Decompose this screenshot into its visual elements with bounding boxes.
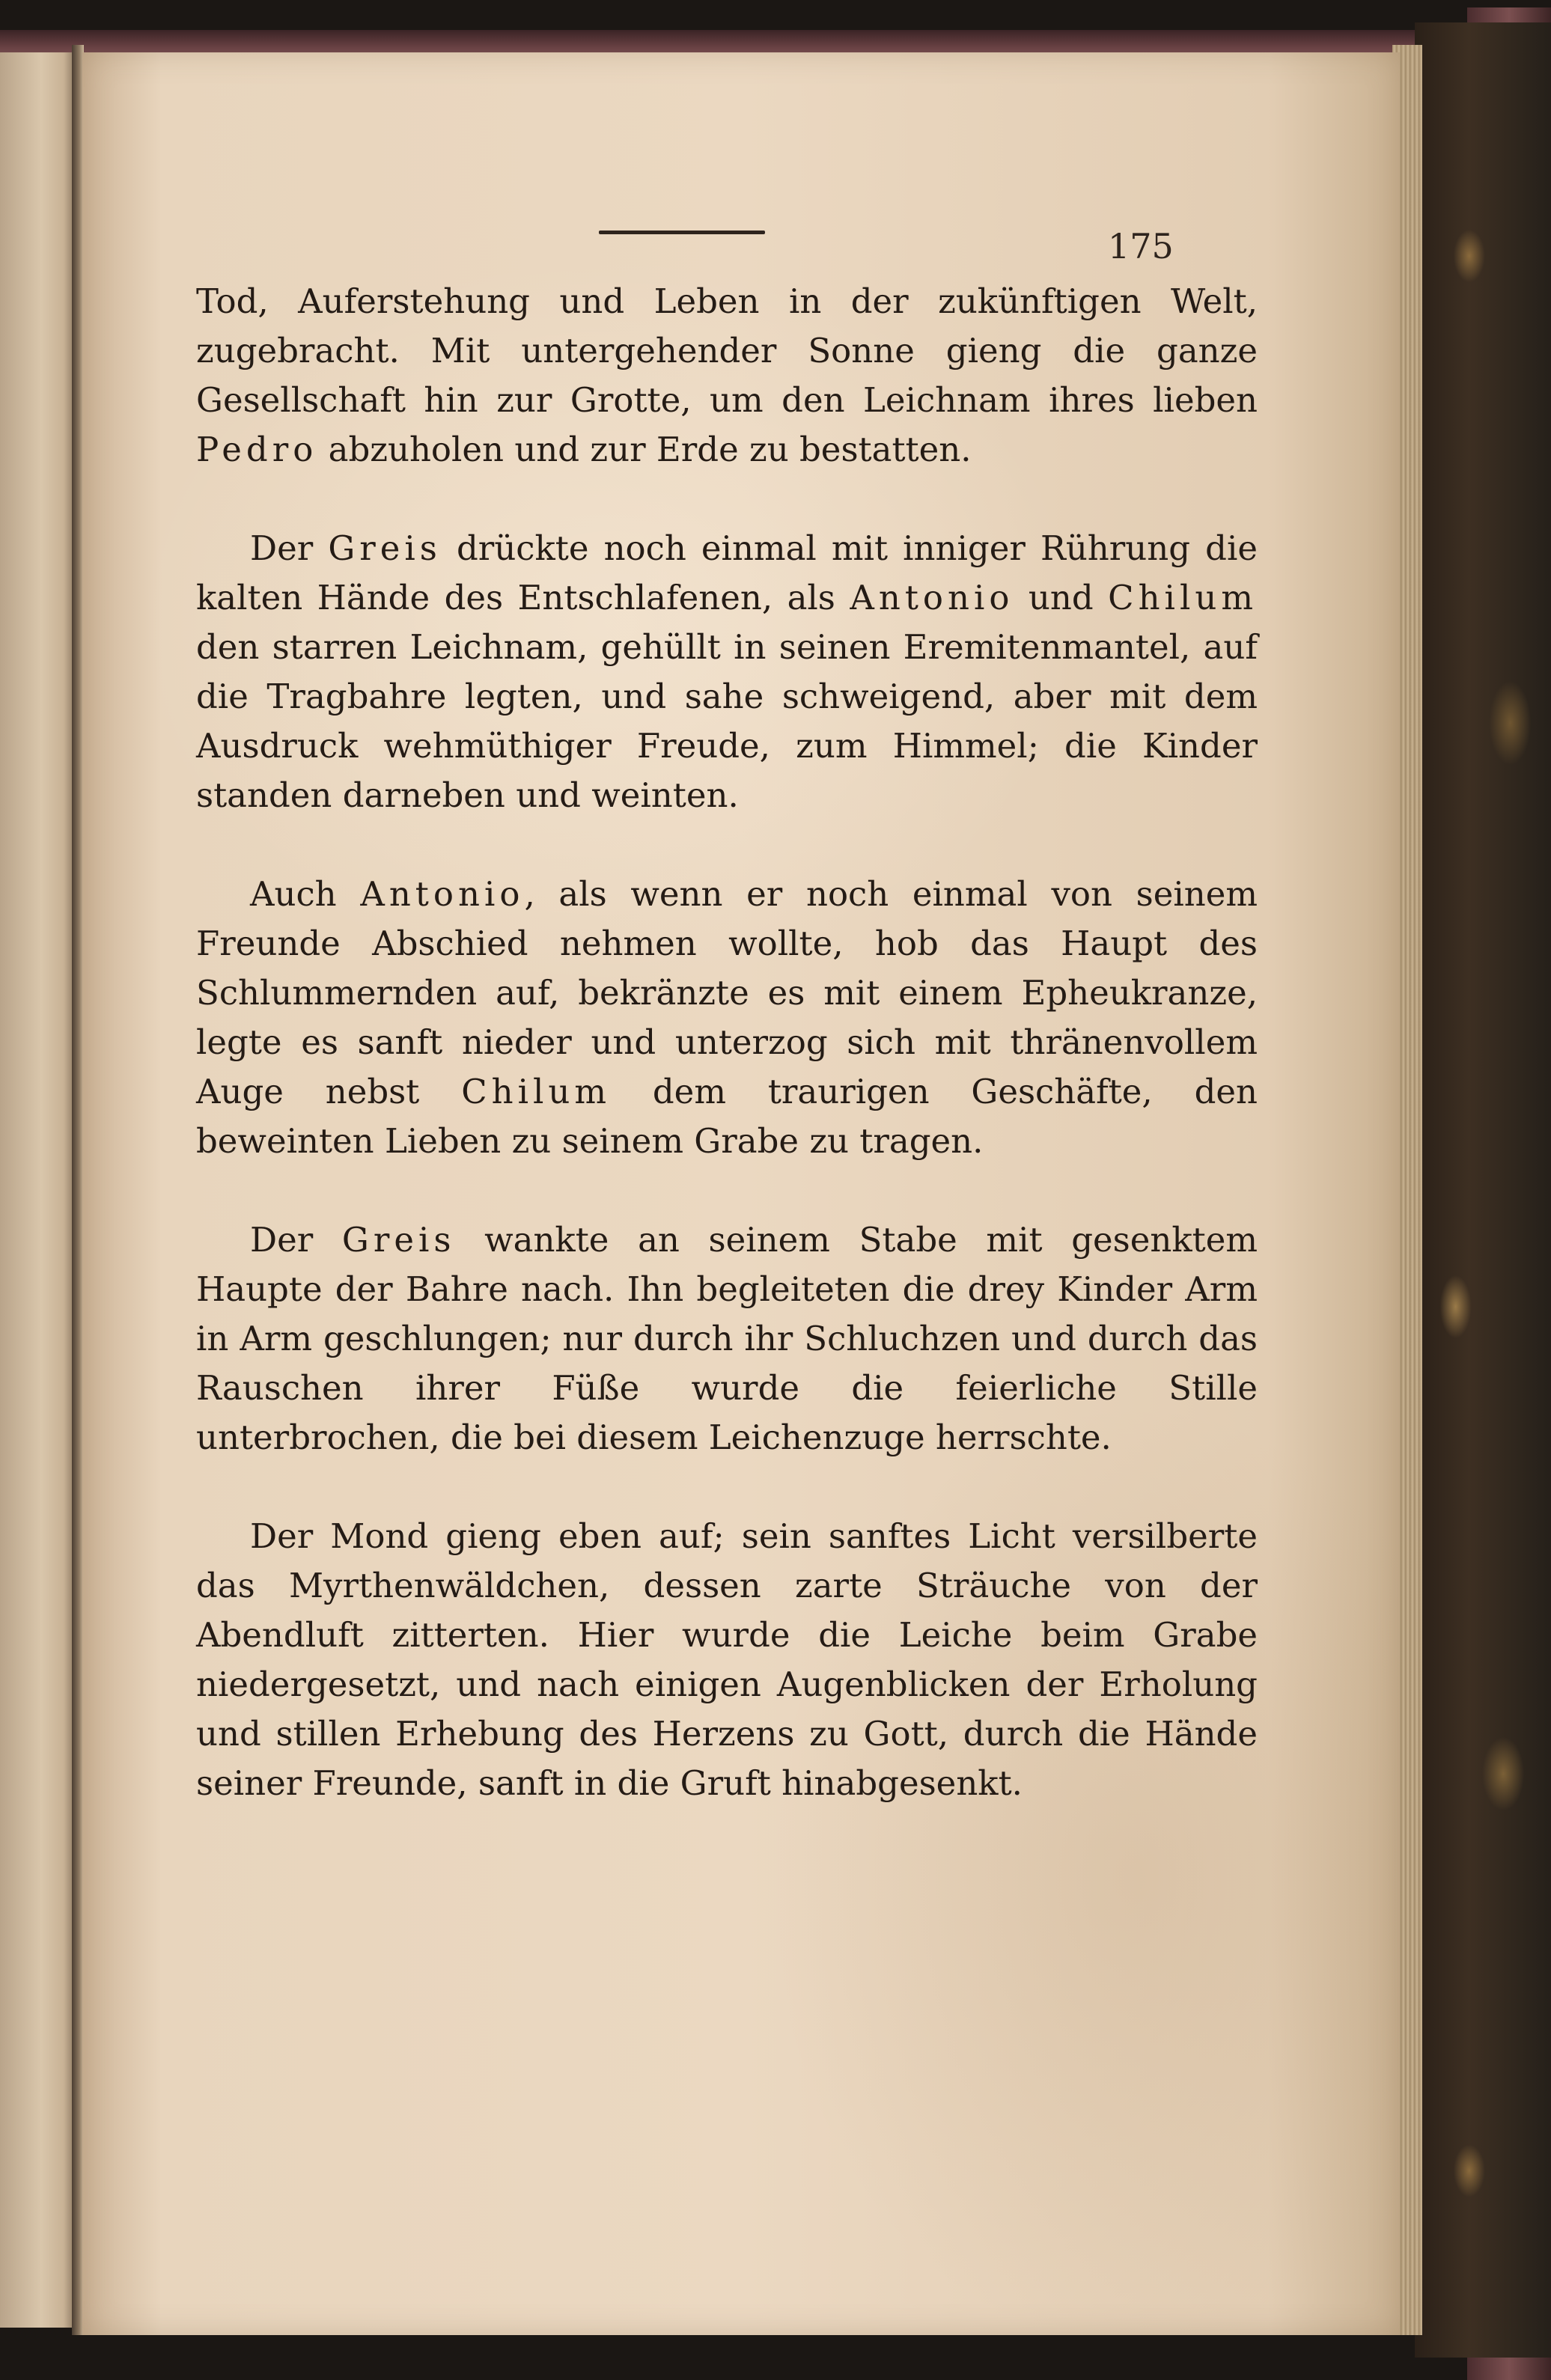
text-segment: den starren Leichnam, gehüllt in seinen Eremitenmantel, auf die Tragbahre legten, und sahe schweigend, aber mit dem Ausdruck wehmüthiger Freude, zum Himmel; die Kinder standen darneben und weinten.	[196, 627, 1258, 815]
marbled-cover	[1415, 22, 1551, 2358]
paragraph-5	[196, 1512, 1258, 1808]
text-segment: Auch	[250, 874, 361, 914]
text-segment: und	[1014, 578, 1109, 617]
name-greis: Greis	[328, 528, 442, 568]
text-segment: wankte an seinem Stabe mit gesenktem Haupte der Bahre nach. Ihn begleiteten die drey Kinder Arm in Arm geschlungen; nur durch ihr Schluchzen und durch das Rauschen ihrer Füße wurde die feierliche Stille unterbrochen, die bei diesem Leichenzuge herrschte.	[196, 1220, 1258, 1457]
name-greis: Greis	[341, 1220, 456, 1260]
paragraph-3	[196, 870, 1258, 1166]
page-text	[196, 277, 1258, 1808]
paragraph-2	[196, 524, 1258, 820]
text-segment: drückte noch einmal mit inniger Rührung die kalten Hände des Entschlafenen, als	[196, 528, 1258, 617]
text-segment: dem traurigen Geschäfte, den beweinten Lieben zu seinem Grabe zu tragen.	[196, 1072, 1258, 1161]
paragraph-4	[196, 1215, 1258, 1462]
text-segment: Der	[250, 1220, 342, 1260]
name-chilum: Chilum	[1108, 578, 1258, 617]
name-chilum: Chilum	[461, 1072, 612, 1111]
name-antonio: Antonio	[360, 874, 525, 914]
name-pedro: Pedro	[196, 430, 318, 469]
name-antonio: Antonio	[850, 578, 1014, 617]
page-number: 175	[1108, 226, 1174, 266]
book-page	[82, 52, 1400, 2335]
text-segment: Tod, Auferstehung und Leben in der zukünftigen Welt, zugebracht. Mit untergehender Sonne gieng die ganze Gesellschaft hin zur Grotte, um den Leichnam ihres lieben	[196, 281, 1258, 420]
text-segment: Der Mond gieng eben auf; sein sanftes Licht versilberte das Myrthenwäldchen, dessen zarte Sträuche von der Abendluft zitterten. Hier wurde die Leiche beim Grabe niedergesetzt, und nach einigen Augenblicken der Erholung und stillen Erhebung des Herzens zu Gott, durch die Hände seiner Freunde, sanft in die Gruft hinabgesenkt.	[196, 1516, 1258, 1803]
text-segment: abzuholen und zur Erde zu bestatten.	[317, 430, 972, 469]
text-segment: , als wenn er noch einmal von seinem Freunde Abschied nehmen wollte, hob das Haupt des Schlummernden auf, bekränzte es mit einem Epheukranze, legte es sanft nieder und unterzog sich mit thränenvollem Auge nebst	[196, 874, 1258, 1111]
paragraph-1	[196, 277, 1258, 475]
header-rule	[599, 231, 765, 234]
text-segment: Der	[250, 528, 329, 568]
left-facing-page	[0, 52, 75, 2328]
